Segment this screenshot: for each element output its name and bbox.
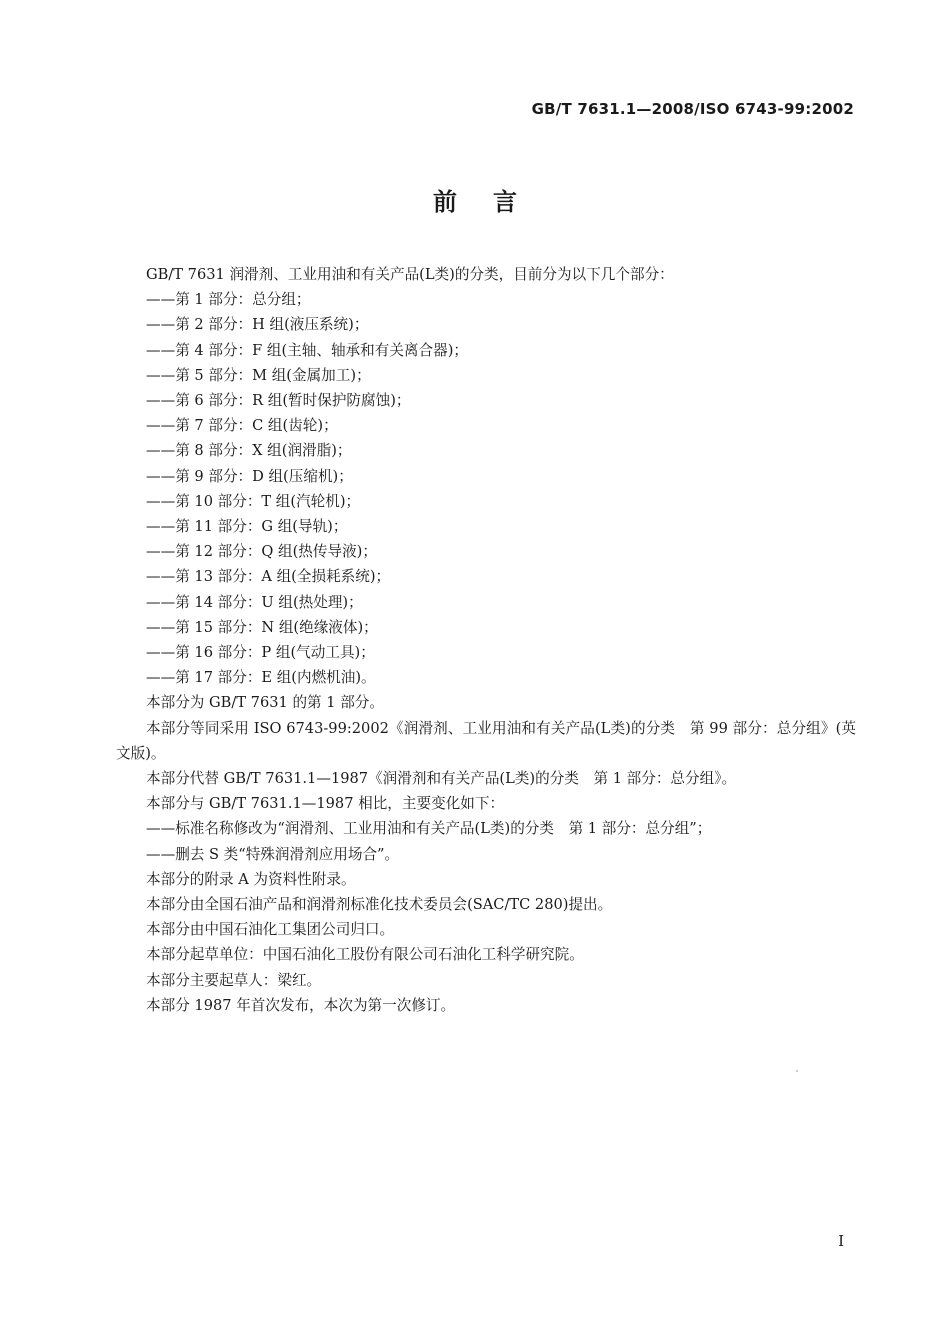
- part-list-item: ——第 12 部分：Q 组(热传导液)；: [146, 543, 377, 561]
- part-list-item: ——第 5 部分：M 组(金属加工)；: [146, 366, 371, 384]
- part-list-item: ——第 9 部分：D 组(压缩机)；: [146, 467, 353, 485]
- standard-number: GB/T 7631.1—2008/ISO 6743-99:2002: [531, 100, 854, 118]
- part-list-item: ——第 16 部分：P 组(气动工具)；: [146, 644, 375, 662]
- part-list-item: ——第 17 部分：E 组(内燃机油)。: [146, 669, 376, 687]
- page-number: I: [838, 1232, 844, 1250]
- annex-statement: 本部分的附录 A 为资料性附录。: [146, 870, 356, 888]
- adoption-statement: 本部分等同采用 ISO 6743-99:2002《润滑剂、工业用油和有关产品(L类)的分类 第 99 部分：总分组》(英文版)。: [116, 719, 856, 762]
- centralizer-statement: 本部分由中国石油化工集团公司归口。: [146, 921, 395, 939]
- part-list-item: ——第 10 部分：T 组(汽轮机)；: [146, 492, 361, 510]
- part-list-item: ——第 7 部分：C 组(齿轮)；: [146, 417, 338, 435]
- scan-speck: [796, 1070, 798, 1072]
- drafter-statement: 本部分主要起草人：梁红。: [146, 971, 322, 989]
- drafting-unit-statement: 本部分起草单位：中国石油化工股份有限公司石油化工科学研究院。: [146, 946, 584, 964]
- part-list-item: ——第 6 部分：R 组(暂时保护防腐蚀)；: [146, 392, 411, 410]
- replacement-statement: 本部分代替 GB/T 7631.1—1987《润滑剂和有关产品(L类)的分类 第 1 部分：总分组》。: [146, 770, 737, 788]
- part-statement: 本部分为 GB/T 7631 的第 1 部分。: [146, 694, 384, 712]
- page-title: 前言: [433, 188, 553, 216]
- part-list-item: ——第 13 部分：A 组(全损耗系统)；: [146, 568, 391, 586]
- part-list-item: ——第 11 部分：G 组(导轨)；: [146, 518, 348, 536]
- part-list-item: ——第 15 部分：N 组(绝缘液体)；: [146, 618, 378, 636]
- part-list-item: ——第 1 部分：总分组；: [146, 291, 311, 309]
- change-list-item: ——标准名称修改为“润滑剂、工业用油和有关产品(L类)的分类 第 1 部分：总分组”；: [146, 820, 712, 838]
- part-list-item: ——第 8 部分：X 组(润滑脂)；: [146, 442, 352, 460]
- proposer-statement: 本部分由全国石油产品和润滑剂标准化技术委员会(SAC/TC 280)提出。: [146, 896, 613, 914]
- foreword-body: [116, 262, 856, 1018]
- changes-intro: 本部分与 GB/T 7631.1—1987 相比，主要变化如下：: [146, 795, 505, 813]
- change-list-item: ——删去 S 类“特殊润滑剂应用场合”。: [146, 845, 400, 863]
- history-statement: 本部分 1987 年首次发布，本次为第一次修订。: [146, 996, 456, 1014]
- part-list-item: ——第 2 部分：H 组(液压系统)；: [146, 316, 369, 334]
- part-list-item: ——第 14 部分：U 组(热处理)；: [146, 593, 363, 611]
- intro-paragraph: GB/T 7631 润滑剂、工业用油和有关产品(L类)的分类，目前分为以下几个部分：: [146, 266, 674, 283]
- part-list-item: ——第 4 部分：F 组(主轴、轴承和有关离合器)；: [146, 341, 468, 359]
